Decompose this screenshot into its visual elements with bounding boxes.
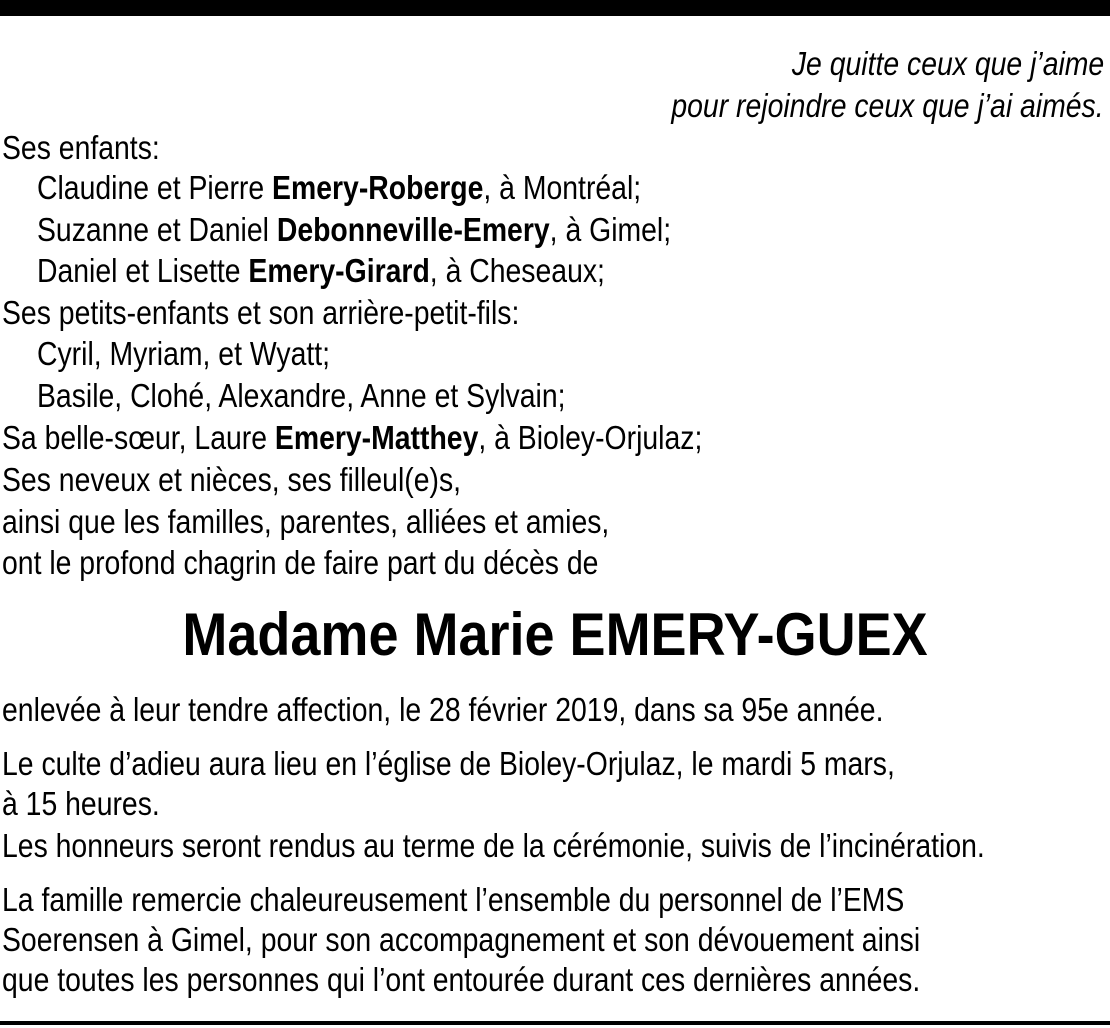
child-entry [37, 251, 605, 291]
relatives-line-2: ainsi que les familles, parentes, alliées et amies, [2, 503, 610, 540]
honours-line: Les honneurs seront rendus au terme de la cérémonie, suivis de l’incinération. [2, 827, 985, 864]
grandchildren-heading: Ses petits-enfants et son arrière-petit-fils: [2, 294, 520, 331]
child-surname: Debonneville-Emery [276, 211, 550, 248]
child-place: , à Gimel; [549, 211, 672, 248]
top-rule [0, 0, 1110, 16]
child-entry [37, 168, 641, 208]
sister-in-law-surname: Emery-Matthey [274, 419, 479, 456]
child-surname: Emery-Roberge [272, 169, 484, 206]
child-first-names: Daniel et Lisette [37, 252, 249, 289]
thanks-line-1: La famille remercie chaleureusement l’ensemble du personnel de l’EMS [2, 881, 905, 918]
death-details: enlevée à leur tendre affection, le 28 février 2019, dans sa 95e année. [2, 691, 884, 728]
relatives-line-1: Ses neveux et nièces, ses filleul(e)s, [2, 461, 462, 498]
grandchildren-entry: Cyril, Myriam, et Wyatt; [37, 335, 331, 372]
grandchildren-entry: Basile, Clohé, Alexandre, Anne et Sylvain; [37, 377, 566, 414]
child-first-names: Suzanne et Daniel [37, 211, 277, 248]
sister-in-law-place: , à Bioley-Orjulaz; [478, 419, 703, 456]
deceased-name: Madame Marie EMERY-GUEX [182, 601, 928, 668]
child-place: , à Cheseaux; [429, 252, 605, 289]
children-heading: Ses enfants: [2, 129, 160, 166]
announcement-line: ont le profond chagrin de faire part du décès de [2, 544, 599, 581]
thanks-line-2: Soerensen à Gimel, pour son accompagnement et son dévouement ainsi [2, 921, 921, 958]
service-line-2: à 15 heures. [2, 785, 160, 822]
child-entry [37, 210, 671, 250]
thanks-line-3: que toutes les personnes qui l’ont entourée durant ces dernières années. [2, 961, 921, 998]
epigraph-line-2: pour rejoindre ceux que j’ai aimés. [671, 87, 1104, 124]
child-surname: Emery-Girard [248, 252, 430, 289]
child-place: , à Montréal; [483, 169, 642, 206]
bottom-rule [0, 1021, 1110, 1025]
sister-in-law-entry [2, 418, 702, 458]
child-first-names: Claudine et Pierre [37, 169, 273, 206]
epigraph-line-1: Je quitte ceux que j’aime [791, 45, 1104, 82]
sister-in-law-pre: Sa belle-sœur, Laure [2, 419, 275, 456]
service-line-1: Le culte d’adieu aura lieu en l’église de Bioley-Orjulaz, le mardi 5 mars, [2, 745, 895, 782]
